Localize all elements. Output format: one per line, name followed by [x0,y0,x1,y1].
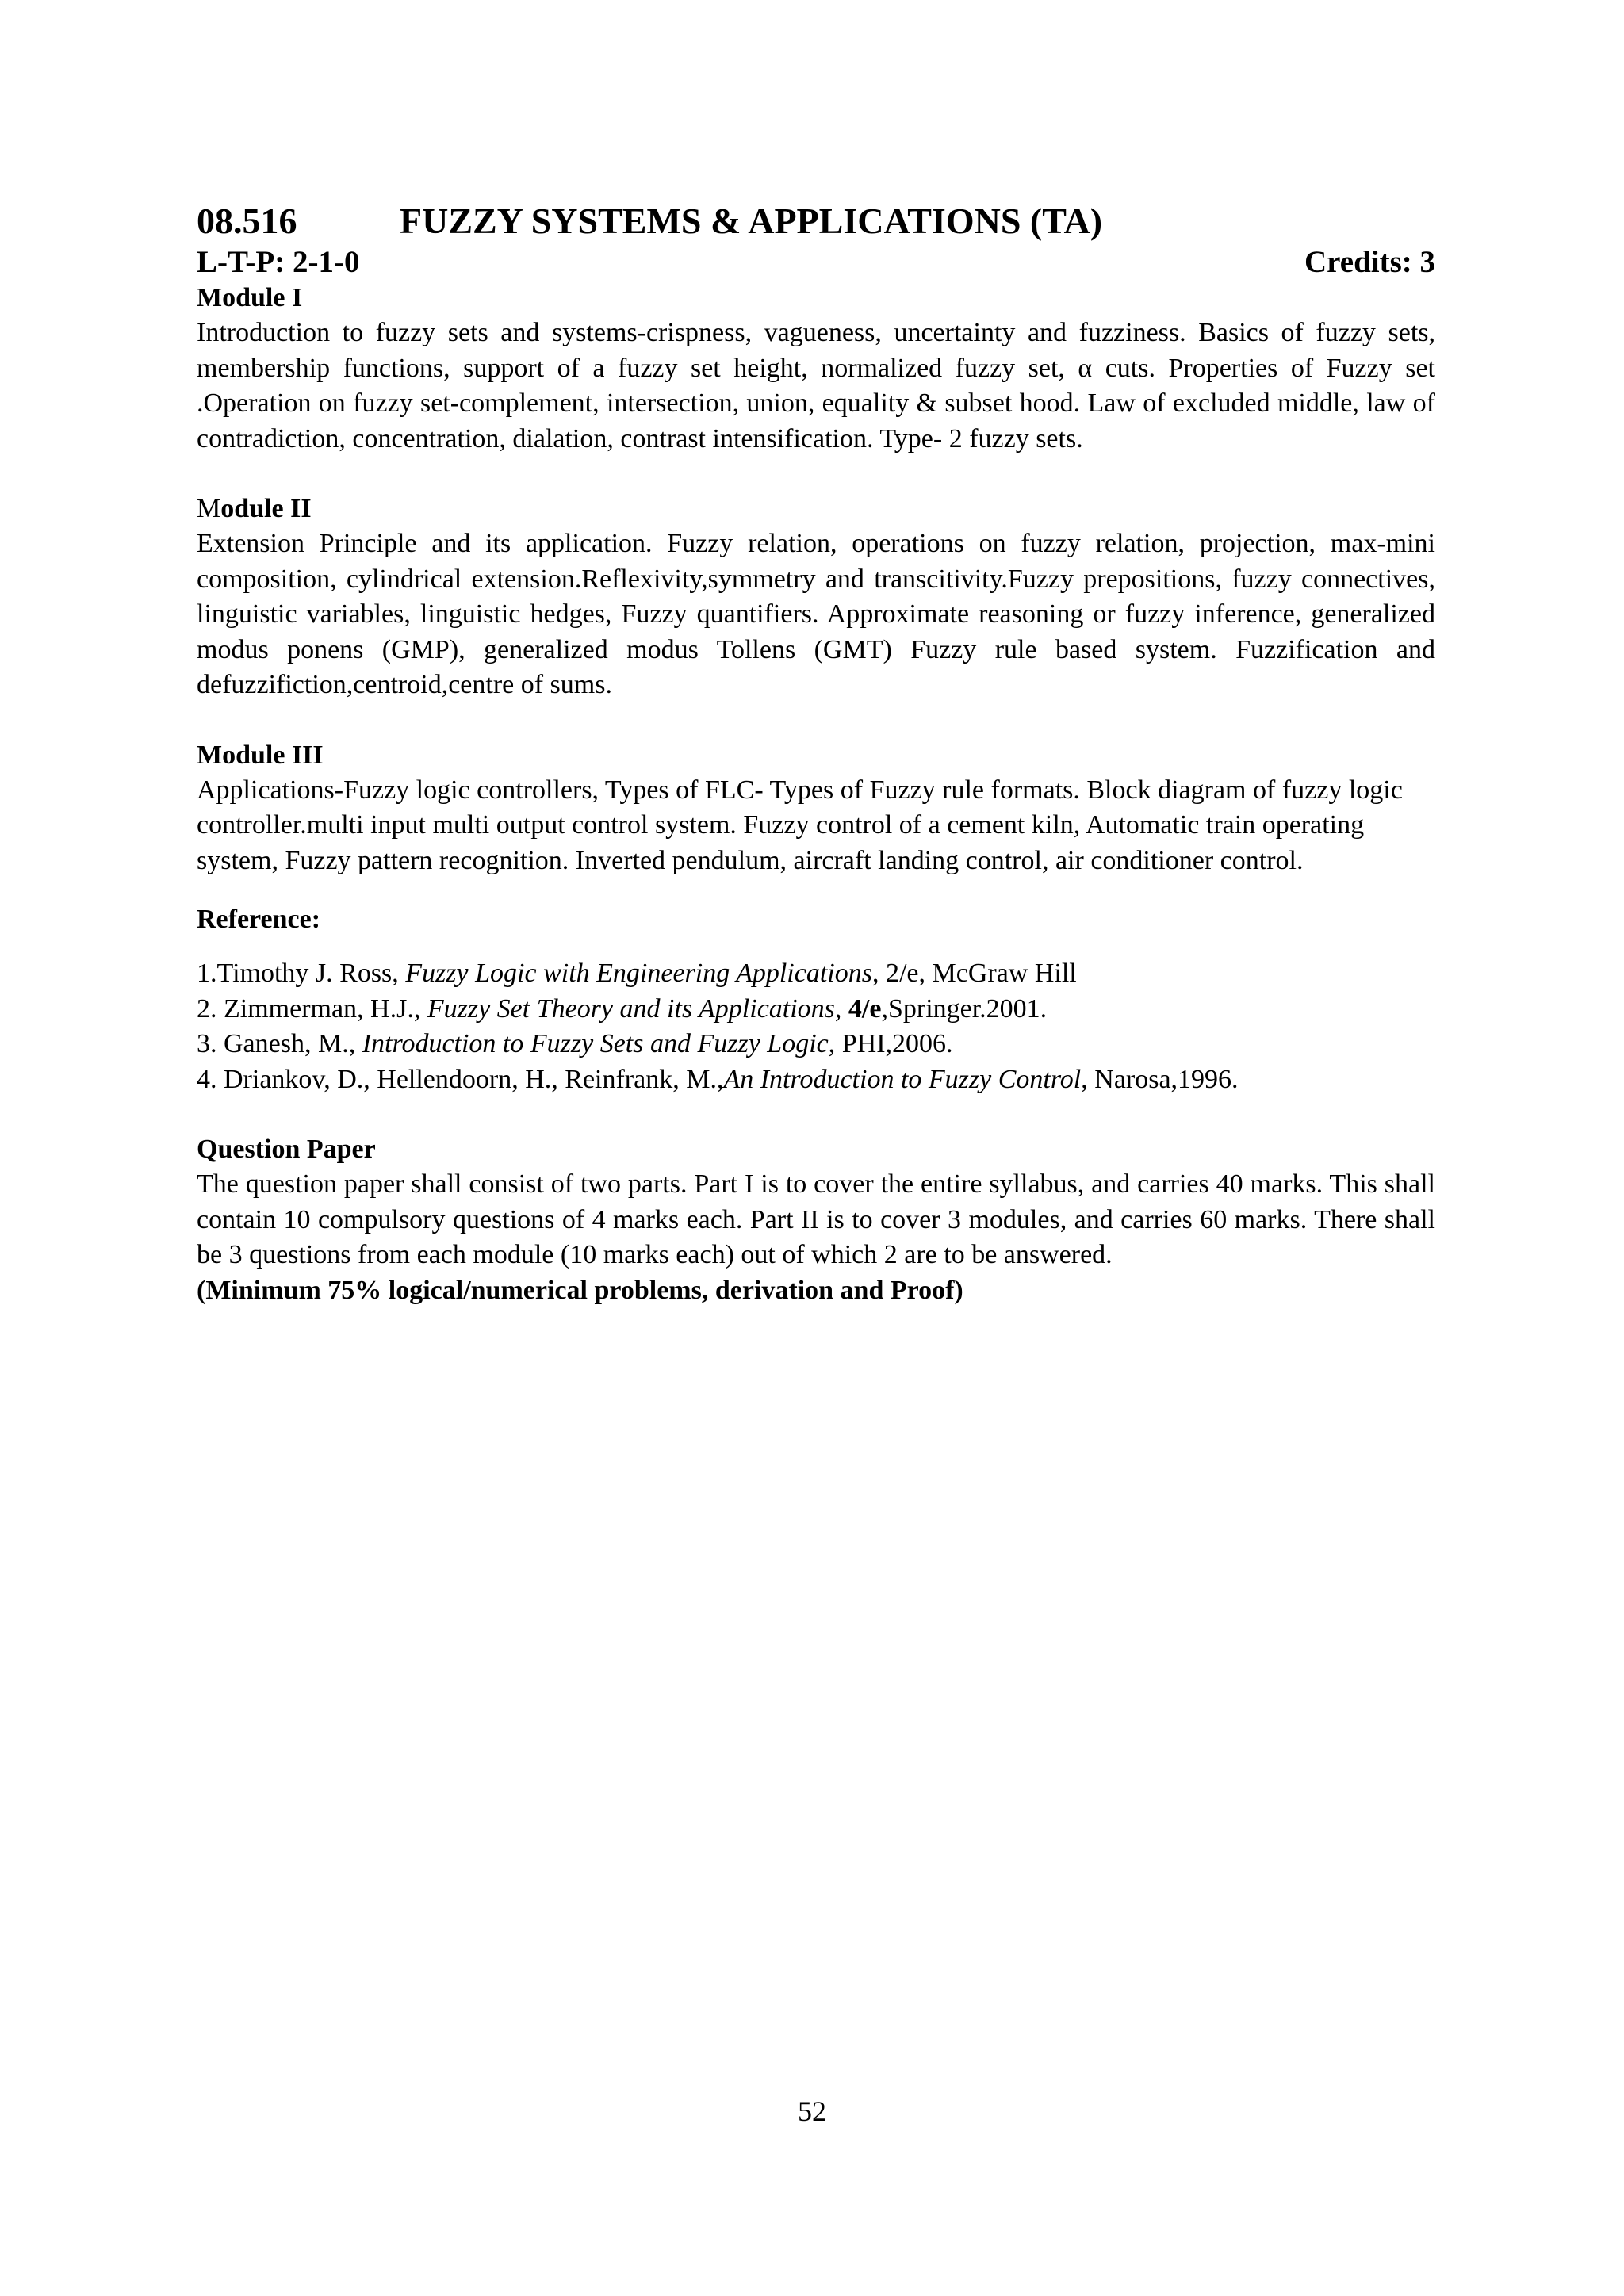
course-title-row [197,197,1435,246]
credits-label: Credits: 3 [1304,245,1435,279]
module-2-text: Extension Principle and its application. Fuzzy relation, operations on fuzzy relation, projection, max-mini composition, cylindrical extension.Reflexivity,symmetry and transcitivity.Fuzzy prepositions, fuzzy connectives, linguistic variables, linguistic hedges, Fuzzy quantifiers. Approximate reasoning or fuzzy inference, generalized modus ponens (GMP), generalized modus Tollens (GMT) Fuzzy rule based system. Fuzzification and defuzzifiction,centroid,centre of sums. [197,529,1435,699]
syllabus-page [197,197,1435,1308]
reference-item: 4. Driankov, D., Hellendoorn, H., Reinfrank, M.,An Introduction to Fuzzy Control, Narosa,1996. [197,1064,1239,1094]
module-3-text: Applications-Fuzzy logic controllers, Types of FLC- Types of Fuzzy rule formats. Block diagram of fuzzy logic controller.multi input multi output control system. Fuzzy control of a cement kiln, Automatic train operating system, Fuzzy pattern recognition. Inverted pendulum, aircraft landing control, air conditioner control. [197,775,1403,875]
question-paper-text: The question paper shall consist of two parts. Part I is to cover the entire syllabus, and carries 40 marks. This shall contain 10 compulsory questions of 4 marks each. Part II is to cover 3 modules, and carries 60 marks. There shall be 3 questions from each module (10 marks each) out of which 2 are to be answered. [197,1169,1435,1269]
question-paper-heading: Question Paper [197,1135,376,1164]
module-3-heading: Module III [197,740,324,770]
reference-item: 1.Timothy J. Ross, Fuzzy Logic with Engineering Applications, 2/e, McGraw Hill [197,959,1077,988]
ltp-credits-row [197,244,1435,281]
ltp-label: L-T-P: 2-1-0 [197,245,360,279]
module-2-heading [197,492,1435,526]
module-2-heading-rest: odule II [220,494,312,523]
reference-item: 2. Zimmerman, H.J., Fuzzy Set Theory and its Applications, 4/e,Springer.2001. [197,993,1048,1024]
course-code: 08.516 [197,201,297,241]
module-2-heading-initial: M [197,494,221,523]
course-title: FUZZY SYSTEMS & APPLICATIONS (TA) [400,201,1103,241]
module-1-text: Introduction to fuzzy sets and systems-crispness, vagueness, uncertainty and fuzziness. Basics of fuzzy sets, membership functions, support of a fuzzy set height, normalized fuzzy set, α cuts. Properties of Fuzzy set .Operation on fuzzy set-complement, intersection, union, equality & subset hood. Law of excluded middle, law of contradiction, concentration, dialation, contrast intensification. Type- 2 fuzzy sets. [197,318,1435,453]
question-paper-note: (Minimum 75% logical/numerical problems, derivation and Proof) [197,1275,963,1305]
page-number: 52 [798,2095,826,2127]
reference-heading: Reference: [197,905,321,934]
module-1-heading: Module I [197,283,303,312]
reference-list [197,956,1435,1097]
reference-item: 3. Ganesh, M., Introduction to Fuzzy Sets and Fuzzy Logic, PHI,2006. [197,1029,953,1058]
